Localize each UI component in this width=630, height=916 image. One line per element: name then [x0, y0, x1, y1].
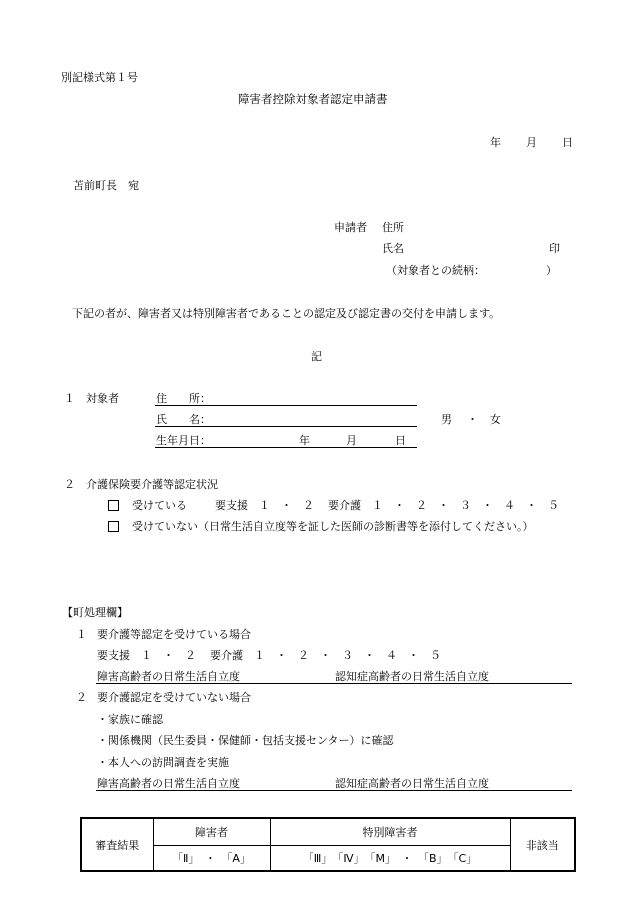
office-item1-number: １	[76, 628, 87, 641]
subject-name-label: 氏 名：	[156, 413, 211, 426]
office-bullet-family: ・家族に確認	[97, 713, 163, 726]
office-elderly-disabled-1: 障害高齢者の日常生活自立度	[97, 670, 240, 683]
office-elderly-disabled-2: 障害高齢者の日常生活自立度	[97, 777, 240, 790]
care-levels: １ ・ ２ ・ ３ ・ ４ ・ ５	[372, 499, 559, 512]
office-item1-label: 要介護等認定を受けている場合	[97, 628, 251, 641]
not-applicable-header: 非該当	[510, 818, 575, 871]
addressee: 苫前町長 宛	[73, 179, 139, 192]
office-bullet-agencies: ・関係機関（民生委員・保健師・包括支援センター）に確認	[97, 734, 394, 747]
birth-month-label: 月	[346, 434, 357, 447]
section2-number: ２	[64, 478, 75, 491]
office-support-levels: １ ・ ２	[141, 649, 196, 662]
subject-address-line	[155, 405, 417, 406]
office-dementia-1: 認知症高齢者の日常生活自立度	[335, 670, 489, 683]
applicant-name-label: 氏名	[382, 242, 404, 255]
office-heading: 【町処理欄】	[62, 606, 128, 619]
support-levels: １ ・ ２	[259, 499, 314, 512]
seal-mark: 印	[549, 242, 560, 255]
care-label: 要介護	[328, 499, 361, 512]
relation-close: ）	[546, 264, 557, 277]
date-year-label: 年	[490, 136, 501, 149]
gender-female: 女	[490, 413, 501, 426]
birth-day-label: 日	[395, 434, 406, 447]
subject-name-line	[155, 426, 417, 427]
birth-year-label: 年	[299, 434, 310, 447]
date-month-label: 月	[526, 136, 537, 149]
checkbox-received[interactable]	[108, 500, 119, 511]
support-label: 要支援	[215, 499, 248, 512]
subject-birth-label: 生年月日：	[156, 434, 211, 447]
application-statement: 下記の者が、障害者又は特別障害者であることの認定及び認定書の交付を申請します。	[72, 307, 501, 320]
checkbox-not-received[interactable]	[108, 521, 119, 532]
ki-heading: 記	[311, 350, 322, 363]
option-received[interactable]	[108, 500, 119, 512]
office-line-2	[96, 790, 572, 791]
applicant-label: 申請者	[334, 221, 367, 234]
special-disabled-values: 「Ⅲ」 「Ⅳ」 「M」 ・ 「B」 「C」	[270, 845, 510, 871]
form-number: 別記様式第１号	[61, 71, 138, 84]
disabled-values: 「Ⅱ」 ・ 「A」	[153, 845, 270, 871]
subject-birth-line	[155, 447, 417, 448]
office-item2-label: 要介護認定を受けていない場合	[97, 691, 251, 704]
section1-number: １	[64, 392, 75, 405]
section2-label: 介護保険要介護等認定状況	[86, 478, 218, 491]
office-care-levels: １ ・ ２ ・ ３ ・ ４ ・ ５	[254, 649, 441, 662]
disabled-header: 障害者	[153, 818, 270, 845]
subject-address-label: 住 所：	[156, 392, 211, 405]
office-support-label: 要支援	[97, 649, 130, 662]
office-dementia-2: 認知症高齢者の日常生活自立度	[335, 777, 489, 790]
date-day-label: 日	[562, 136, 573, 149]
relation-label: （対象者との続柄：	[386, 264, 485, 277]
option-not-received-label: 受けていない（日常生活自立度等を証した医師の診断書等を添付してください。）	[132, 520, 534, 533]
option-received-label: 受けている	[132, 499, 187, 512]
applicant-address-label: 住所	[382, 221, 404, 234]
special-disabled-header: 特別障害者	[270, 818, 510, 845]
gender-male: 男	[441, 413, 452, 426]
section1-label: 対象者	[86, 392, 119, 405]
office-care-label: 要介護	[210, 649, 243, 662]
result-table	[80, 817, 576, 872]
page-title: 障害者控除対象者認定申請書	[238, 92, 388, 106]
gender-dot: ・	[467, 413, 478, 426]
office-line-1	[96, 683, 572, 684]
office-bullet-visit: ・本人への訪問調査を実施	[97, 756, 229, 769]
office-item2-number: ２	[76, 691, 87, 704]
option-not-received[interactable]	[108, 521, 119, 533]
result-header: 審査結果	[81, 818, 153, 871]
